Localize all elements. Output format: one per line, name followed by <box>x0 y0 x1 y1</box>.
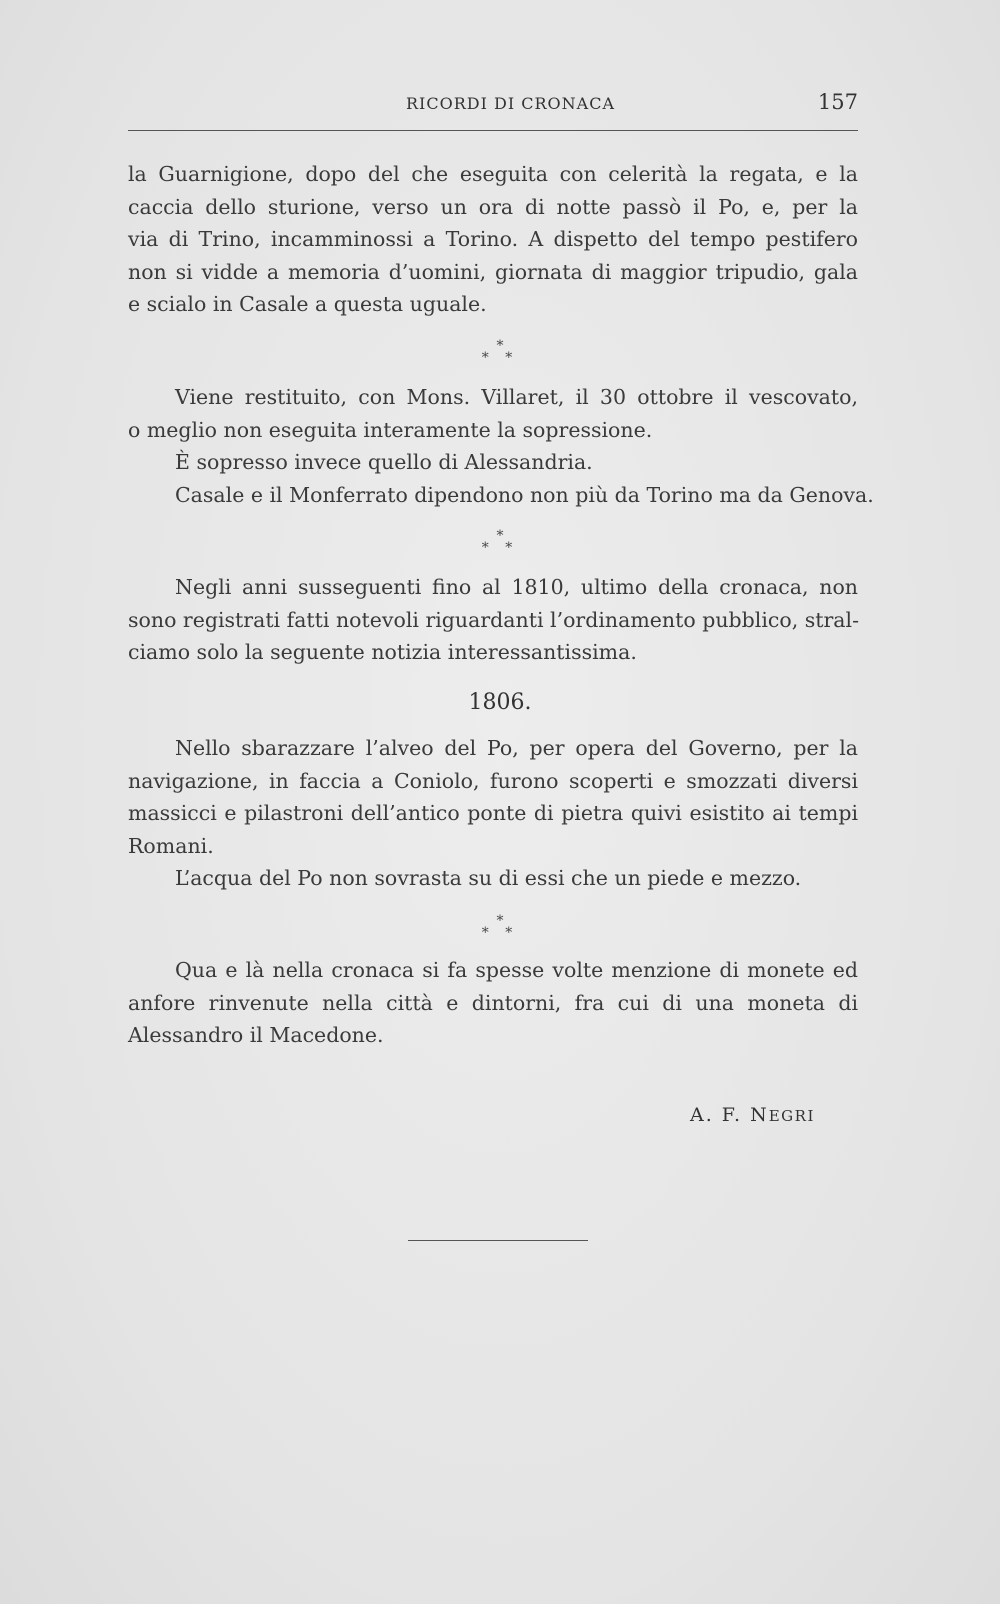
text-line: e scialo in Casale a questa uguale. <box>128 292 487 316</box>
text-line: o meglio non eseguita interamente la sopressione. <box>128 417 653 442</box>
signature-initials: A. F. N <box>690 1104 769 1126</box>
running-title: RICORDI DI CRONACA <box>406 94 615 113</box>
paragraph-monete <box>128 954 858 1052</box>
header-rule <box>128 130 858 131</box>
text-line: ciamo solo la seguente notizia interessantissima. <box>128 640 637 664</box>
text-line: sono registrati fatti notevoli riguardanti l’ordinamento pubblico, stral- <box>128 607 860 632</box>
asterism: * * * <box>481 338 519 366</box>
text-line: via di Trino, incamminossi a Torino. A dispetto del tempo pestifero <box>128 227 858 251</box>
text-line: caccia dello sturione, verso un ora di notte passò il Po, e, per la <box>128 194 858 219</box>
text-line: L’acqua del Po non sovrasta su di essi che un piede e mezzo. <box>175 866 802 890</box>
text-line: Casale e il Monferrato dipendono non più da Torino ma da Genova. <box>175 482 874 507</box>
text-line: Negli anni susseguenti fino al 1810, ultimo della cronaca, non <box>175 575 858 599</box>
text-line: Qua e là nella cronaca si fa spesse volte menzione di monete ed <box>175 958 858 982</box>
text-line: Alessandro il Macedone. <box>128 1023 384 1047</box>
text-line: Romani. <box>128 833 214 858</box>
paragraph-vescovato <box>128 381 874 511</box>
running-head <box>128 90 858 120</box>
signature-surname: EGRI <box>768 1107 815 1125</box>
text-line: navigazione, in faccia a Coniolo, furono scoperti e smozzati diversi <box>128 768 858 793</box>
author-signature <box>690 1104 815 1126</box>
asterism: * * * <box>481 528 519 556</box>
text-line: È sopresso invece quello di Alessandria. <box>175 450 593 474</box>
paragraph-anni-susseguenti <box>128 571 858 669</box>
paragraph-alveo-del-po <box>128 732 858 895</box>
text-line: la Guarnigione, dopo del che eseguita con celerità la regata, e la <box>128 162 858 186</box>
asterism: * * * <box>481 913 519 941</box>
closing-rule <box>408 1240 588 1241</box>
year-heading: 1806. <box>468 690 532 715</box>
text-line: non si vidde a memoria d’uomini, giornata di maggior tripudio, gala <box>128 259 858 284</box>
text-line: Nello sbarazzare l’alveo del Po, per opera del Governo, per la <box>175 736 858 760</box>
text-line: anfore rinvenute nella città e dintorni, fra cui di una moneta di <box>128 990 858 1015</box>
text-line: Viene restituito, con Mons. Villaret, il 30 ottobre il vescovato, <box>175 385 858 409</box>
page-number: 157 <box>817 90 858 114</box>
text-line: massicci e pilastroni dell’antico ponte di pietra quivi esistito ai tempi <box>128 801 858 825</box>
paragraph-guarnigione <box>128 158 858 321</box>
